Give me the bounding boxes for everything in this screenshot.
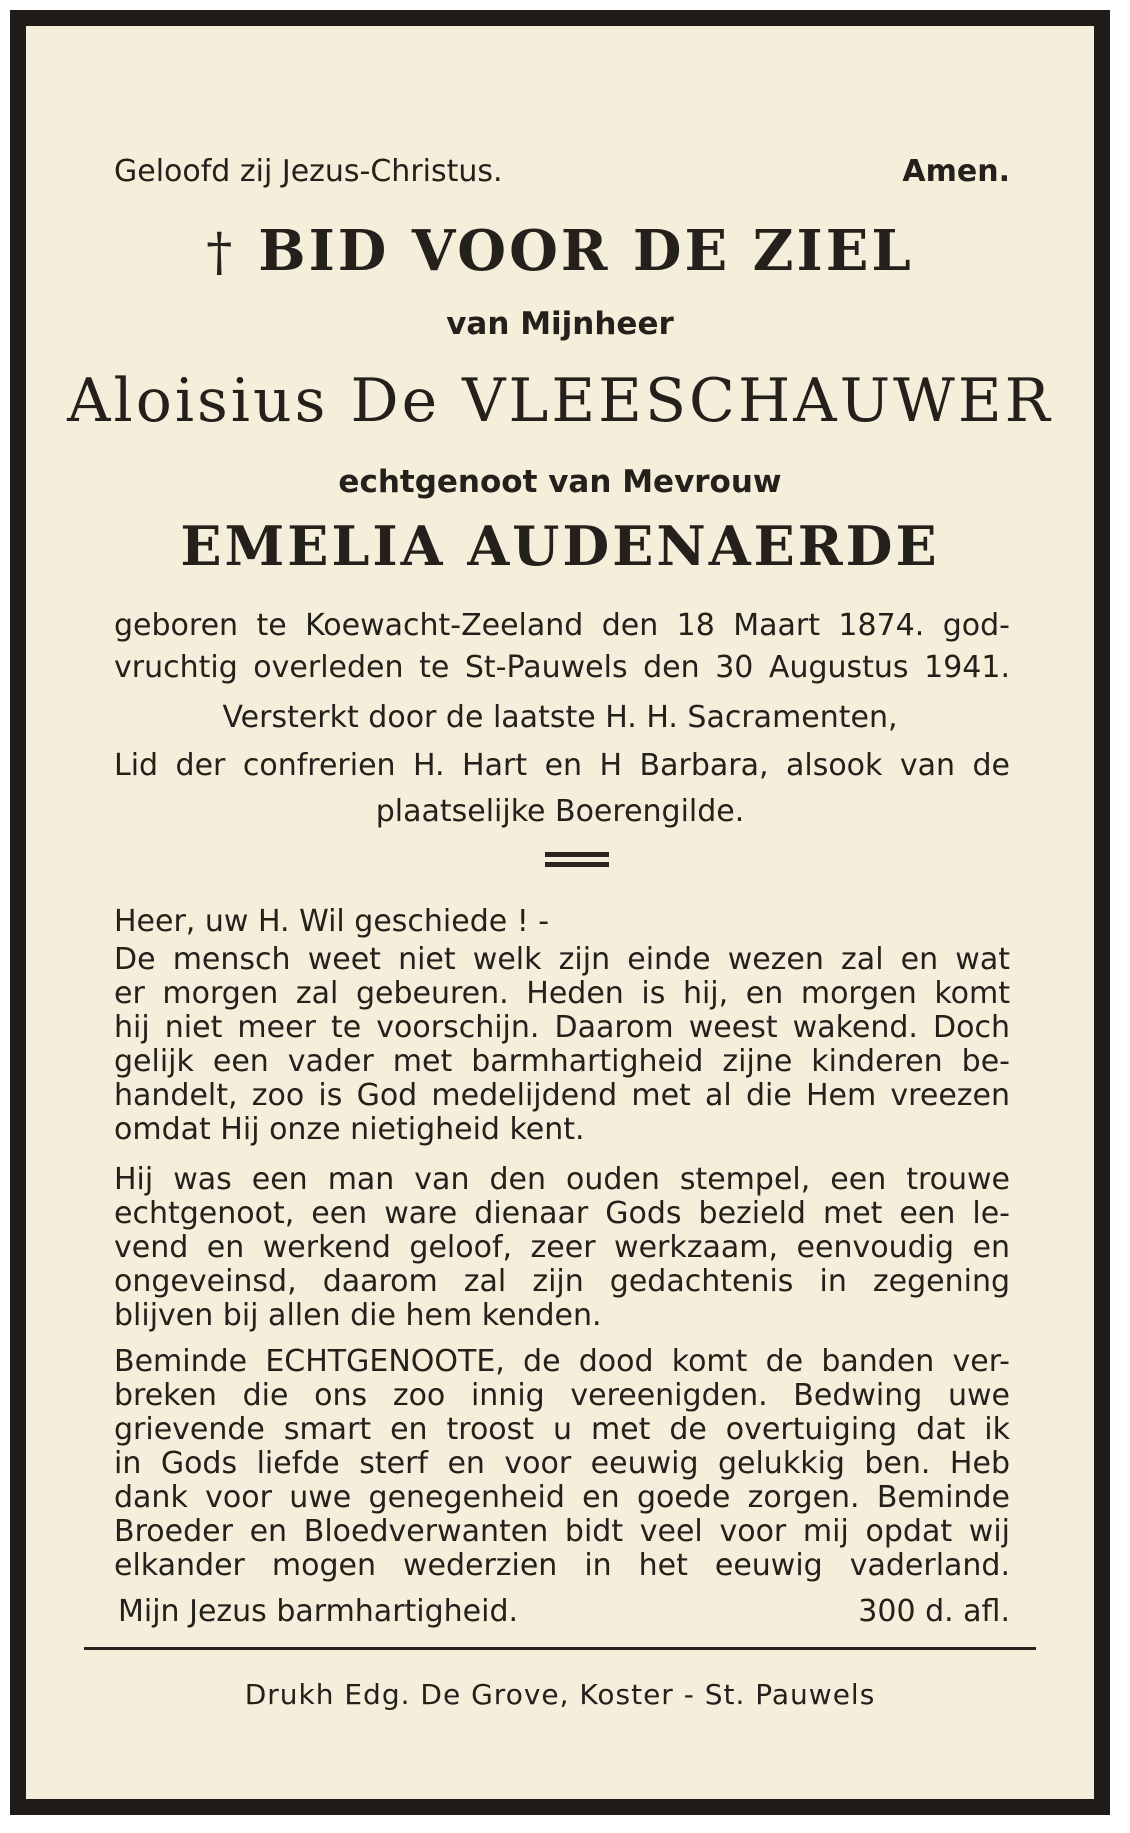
character-line: ongeveinsd, daarom zal zijn gedachtenis in zegening — [114, 1264, 1010, 1299]
farewell-line: Beminde ECHTGENOOTE, de dood komt de banden ver- — [114, 1344, 1010, 1379]
deceased-name: Aloisius De VLEESCHAUWER — [67, 366, 1053, 436]
character-line: vend en werkend geloof, zeer werkzaam, eenvoudig en — [114, 1230, 1010, 1265]
farewell-line: dank voor uwe genegenheid en goede zorgen. Beminde — [114, 1480, 1010, 1515]
birth-line: vruchtig overleden te St-Pauwels den 30 Augustus 1941. — [114, 650, 1010, 685]
memorial-card-border — [10, 10, 1110, 1815]
header-right-text: Amen. — [902, 154, 1010, 189]
sacraments-text: Versterkt door de laatste H. H. Sacramenten, — [222, 700, 898, 735]
farewell-line: grievende smart en troost u met de overtuiging dat ik — [114, 1412, 1010, 1447]
title-row — [26, 218, 1094, 284]
spouse-name: EMELIA AUDENAERDE — [180, 514, 940, 578]
membership-line: Lid der confrerien H. Hart en H Barbara, alsook van de — [114, 748, 1010, 783]
printer-credit: Drukh Edg. De Grove, Koster - St. Pauwels — [244, 1678, 876, 1711]
separator-bar — [545, 862, 609, 867]
card-title: BID VOOR DE ZIEL — [258, 218, 914, 284]
cross-icon: † — [206, 223, 233, 283]
closing-prayer: Mijn Jezus barmhartigheid. — [118, 1594, 519, 1629]
intro-text: van Mijnheer — [446, 306, 674, 342]
spouse-intro-text: echtgenoot van Mevrouw — [338, 464, 782, 500]
prayer-line: gelijk een vader met barmhartigheid zijne kinderen be- — [114, 1044, 1010, 1079]
footer-rule — [84, 1647, 1036, 1650]
memorial-card — [26, 26, 1094, 1799]
header-left-text: Geloofd zij Jezus-Christus. — [114, 154, 503, 189]
character-line: blijven bij allen die hem kenden. — [114, 1298, 602, 1333]
farewell-line: Broeder en Bloedverwanten bidt veel voor mij opdat wij — [114, 1514, 1010, 1549]
prayer-line: handelt, zoo is God medelijdend met al die Hem vreezen — [114, 1078, 1010, 1113]
character-line: Hij was een man van den ouden stempel, een trouwe — [114, 1162, 1010, 1197]
indulgence-note: 300 d. afl. — [858, 1594, 1010, 1629]
separator-bar — [545, 852, 609, 857]
prayer-line: De mensch weet niet welk zijn einde wezen zal en wat — [114, 942, 1010, 977]
character-line: echtgenoot, een ware dienaar Gods bezield met een le- — [114, 1196, 1010, 1231]
farewell-line: breken die ons zoo innig vereenigden. Bedwing uwe — [114, 1378, 1010, 1413]
prayer-line: Heer, uw H. Wil geschiede ! - — [114, 904, 550, 939]
birth-line: geboren te Koewacht-Zeeland den 18 Maart 1874. god- — [114, 608, 1010, 643]
prayer-line: hij niet meer te voorschijn. Daarom weest wakend. Doch — [114, 1010, 1010, 1045]
prayer-line: omdat Hij onze nietigheid kent. — [114, 1112, 585, 1147]
membership-line: plaatselijke Boerengilde. — [375, 794, 745, 829]
prayer-line: er morgen zal gebeuren. Heden is hij, en morgen komt — [114, 976, 1010, 1011]
farewell-line: in Gods liefde sterf en voor eeuwig gelukkig ben. Heb — [114, 1446, 1010, 1481]
farewell-line: elkander mogen wederzien in het eeuwig vaderland. — [114, 1548, 1010, 1583]
